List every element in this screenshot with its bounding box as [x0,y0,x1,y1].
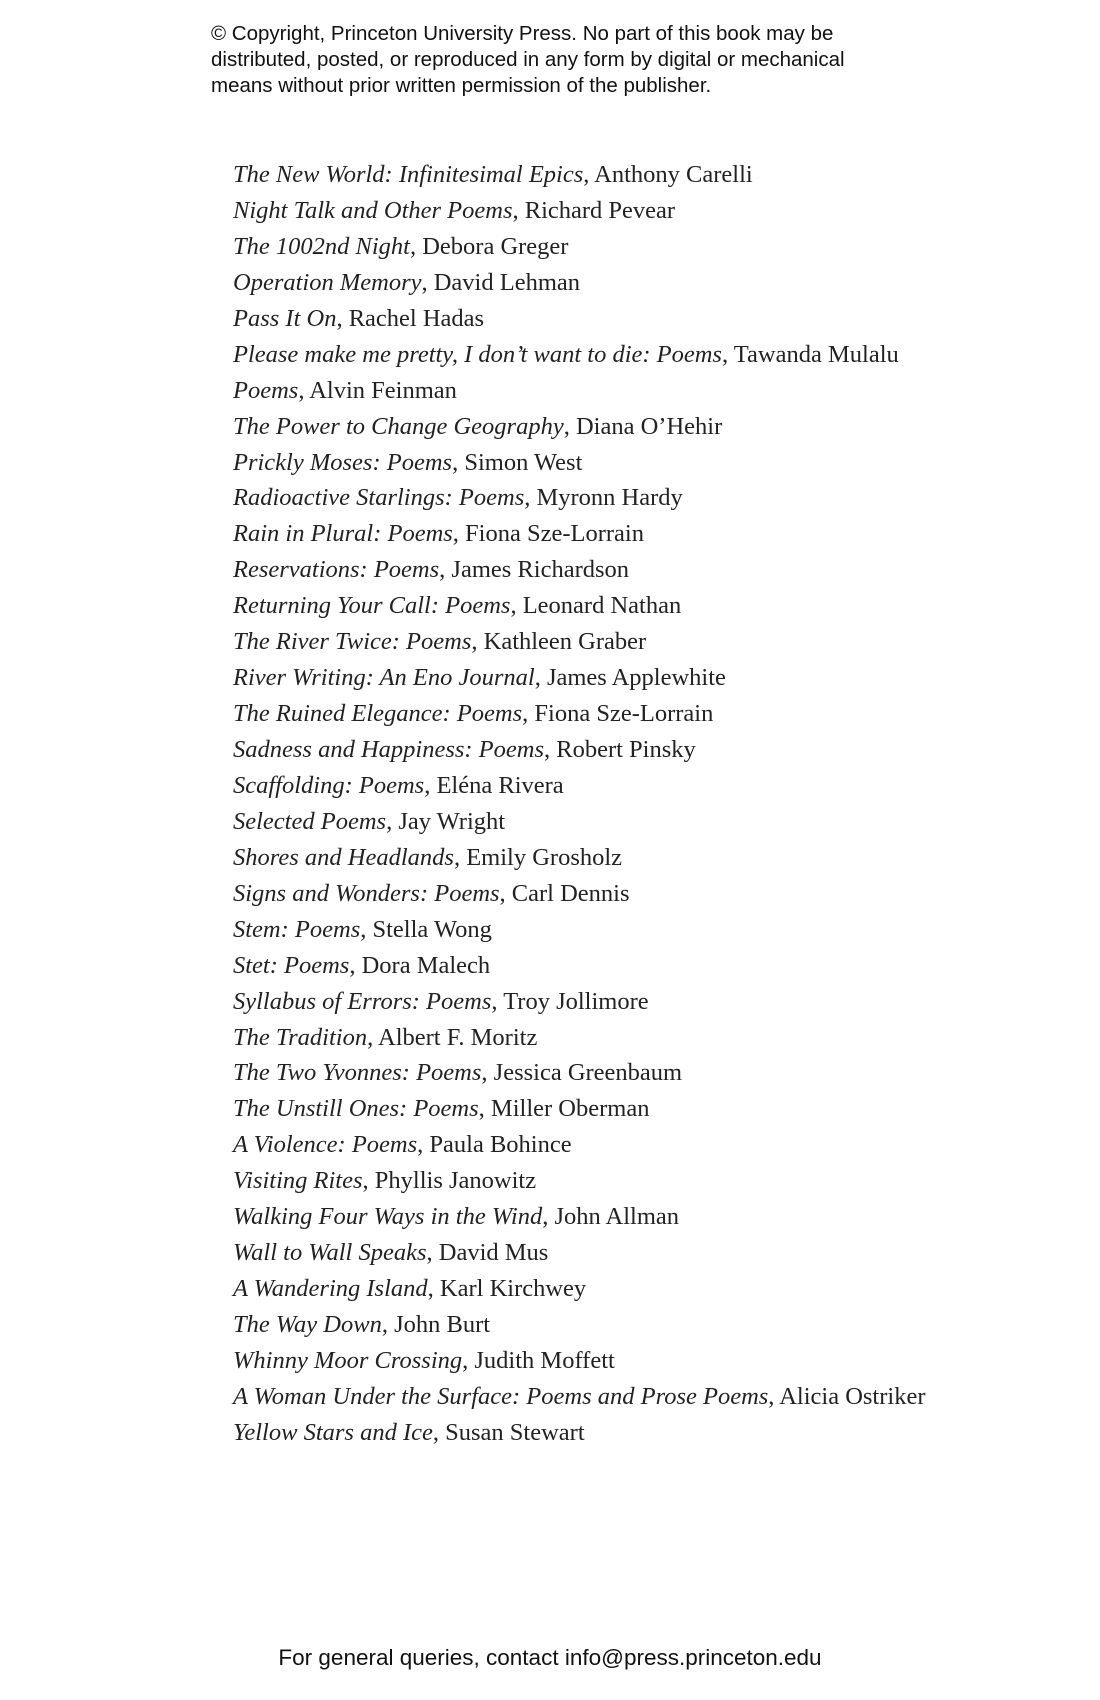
book-author: Tawanda Mulalu [733,340,899,368]
book-entry [233,876,925,912]
book-author: Fiona Sze-Lorrain [534,700,714,728]
book-title: A Woman Under the Surface: Poems and Prose Poems [233,1382,769,1410]
book-author: James Applewhite [546,664,726,692]
book-author: Judith Moffett [474,1346,615,1374]
book-title: Please make me pretty, I don’t want to die: Poems [233,340,722,368]
book-title: The 1002nd Night [233,232,410,260]
book-separator: , [298,376,310,404]
book-separator: , [462,1346,475,1374]
book-entry [233,265,925,301]
book-separator: , [409,232,423,260]
book-author: Dora Malech [361,951,491,979]
book-entry [233,1379,925,1415]
book-entry [233,1307,925,1343]
book-title: Reservations: Poems [233,556,440,584]
book-author: Albert F. Moritz [378,1023,538,1051]
book-entry [233,768,925,804]
book-author: John Burt [394,1311,491,1338]
book-author: Simon West [464,448,583,476]
book-entry [233,1091,925,1127]
book-separator: , [424,771,437,799]
book-entry [233,912,925,948]
book-entry [233,624,925,660]
book-separator: , [721,340,734,368]
book-entry [233,229,925,265]
book-author: Myronn Hardy [536,484,683,512]
book-separator: , [452,448,465,476]
book-title: River Writing: An Eno Journal [233,664,535,692]
book-author: Alvin Feinman [309,376,457,404]
book-author: David Lehman [433,268,581,296]
book-entry [233,840,925,876]
book-separator: , [426,1239,439,1267]
book-author: Stella Wong [372,915,492,943]
book-author: Jay Wright [398,807,506,835]
book-title: A Violence: Poems [233,1131,418,1159]
book-entry [233,337,925,373]
book-title: Scaffolding: Poems [233,771,425,799]
book-separator: , [452,520,466,548]
book-author: Paula Bohince [429,1131,572,1159]
book-entry [233,1055,925,1091]
book-separator: , [427,1275,440,1303]
book-separator: , [524,484,537,512]
book-separator: , [439,556,452,584]
book-title: Visiting Rites [233,1167,363,1195]
book-separator: , [386,807,399,835]
book-title: Returning Your Call: Poems [233,592,511,620]
book-separator: , [512,196,525,224]
book-list [233,157,925,1451]
book-author: Susan Stewart [445,1418,585,1446]
book-title: The Power to Change Geography [233,412,564,440]
book-author: Troy Jollimore [503,987,649,1015]
book-title: Stet: Poems [233,951,350,979]
book-author: Kathleen Graber [483,628,647,656]
book-entry [233,732,925,768]
book-title: A Wandering Island [233,1275,428,1303]
copyright-notice [211,21,911,99]
book-title: The Two Yvonnes: Poems [233,1059,482,1087]
book-separator: , [421,268,434,296]
footer-contact: For general queries, contact info@press.princeton.edu [278,1645,822,1670]
book-separator: , [432,1418,446,1446]
book-author: David Mus [438,1239,549,1267]
book-separator: , [481,1059,494,1087]
book-separator: , [534,664,547,692]
book-title: Stem: Poems [233,915,361,943]
book-title: Operation Memory [233,268,422,296]
book-separator: , [453,843,467,871]
book-author: Diana O’Hehir [575,412,723,440]
book-separator: , [478,1095,491,1123]
book-entry [233,948,925,984]
book-author: Debora Greger [422,232,569,260]
copyright-line: means without prior written permission of the publisher. [211,74,712,97]
book-title: Sadness and Happiness: Poems [233,736,544,763]
book-entry [233,588,925,624]
book-entry [233,804,925,840]
book-title: Signs and Wonders: Poems [233,879,500,907]
book-separator: , [367,1023,379,1051]
book-title: Selected Poems [233,807,387,835]
book-title: The Ruined Elegance: Poems [233,700,523,728]
book-entry [233,1343,925,1379]
book-author: Jessica Greenbaum [493,1059,683,1087]
book-entry [233,157,925,193]
copyright-line: © Copyright, Princeton University Press. No part of this book may be [211,22,834,45]
book-entry [233,1199,925,1235]
book-title: The Tradition [233,1023,368,1051]
book-entry [233,373,925,409]
book-entry [233,1163,925,1199]
book-author: Rachel Hadas [348,304,485,332]
book-author: Phyllis Janowitz [374,1167,537,1195]
book-title: Radioactive Starlings: Poems [233,484,525,512]
book-author: Leonard Nathan [522,592,682,620]
book-title: Wall to Wall Speaks [233,1239,427,1267]
book-entry [233,984,925,1020]
book-entry [233,1127,925,1163]
book-author: Robert Pinsky [556,736,696,763]
book-title: The River Twice: Poems [233,628,472,656]
book-entry [233,1271,925,1307]
book-author: James Richardson [451,556,630,584]
book-author: Emily Grosholz [466,843,623,871]
book-separator: , [336,304,349,332]
book-entry [233,696,925,732]
book-entry [233,445,925,481]
book-author: Miller Oberman [490,1095,650,1123]
book-title: Night Talk and Other Poems [233,196,513,224]
book-title: The New World: Infinitesimal Epics [233,161,584,188]
book-separator: , [471,628,484,656]
book-entry [233,301,925,337]
book-entry [233,193,925,229]
book-entry [233,552,925,588]
book-title: Rain in Plural: Poems [233,520,453,548]
book-author: Alicia Ostriker [779,1382,926,1410]
book-entry [233,1235,925,1271]
book-separator: , [499,879,512,907]
book-title: Yellow Stars and Ice [233,1418,433,1446]
book-separator: , [381,1311,395,1338]
book-title: Shores and Headlands [233,843,454,871]
book-entry [233,1020,925,1056]
book-author: John Allman [554,1203,679,1231]
book-author: Richard Pevear [524,196,676,224]
book-entry [233,480,925,516]
book-title: Prickly Moses: Poems [233,448,453,476]
book-title: Walking Four Ways in the Wind [233,1203,543,1231]
book-separator: , [563,412,576,440]
book-entry [233,1415,925,1451]
book-separator: , [544,736,557,763]
book-entry [233,660,925,696]
book-separator: , [583,161,595,188]
book-separator: , [360,915,373,943]
book-author: Fiona Sze-Lorrain [465,520,644,548]
book-author: Anthony Carelli [594,161,753,188]
book-title: Syllabus of Errors: Poems [233,987,492,1015]
book-title: Poems [233,376,299,404]
book-author: Eléna Rivera [436,771,564,799]
book-separator: , [768,1382,780,1410]
book-title: Pass It On [233,304,337,332]
book-separator: , [542,1203,555,1231]
book-author: Carl Dennis [511,879,630,907]
book-title: The Way Down [233,1311,382,1338]
book-title: Whinny Moor Crossing [233,1346,463,1374]
book-separator: , [491,987,504,1015]
book-separator: , [349,951,362,979]
book-separator: , [362,1167,375,1195]
book-entry [233,516,925,552]
copyright-line: distributed, posted, or reproduced in any form by digital or mechanical [211,48,845,71]
book-separator: , [522,700,535,728]
book-separator: , [510,592,523,620]
book-separator: , [417,1131,430,1159]
book-entry [233,409,925,445]
book-author: Karl Kirchwey [439,1275,587,1303]
book-title: The Unstill Ones: Poems [233,1095,479,1123]
